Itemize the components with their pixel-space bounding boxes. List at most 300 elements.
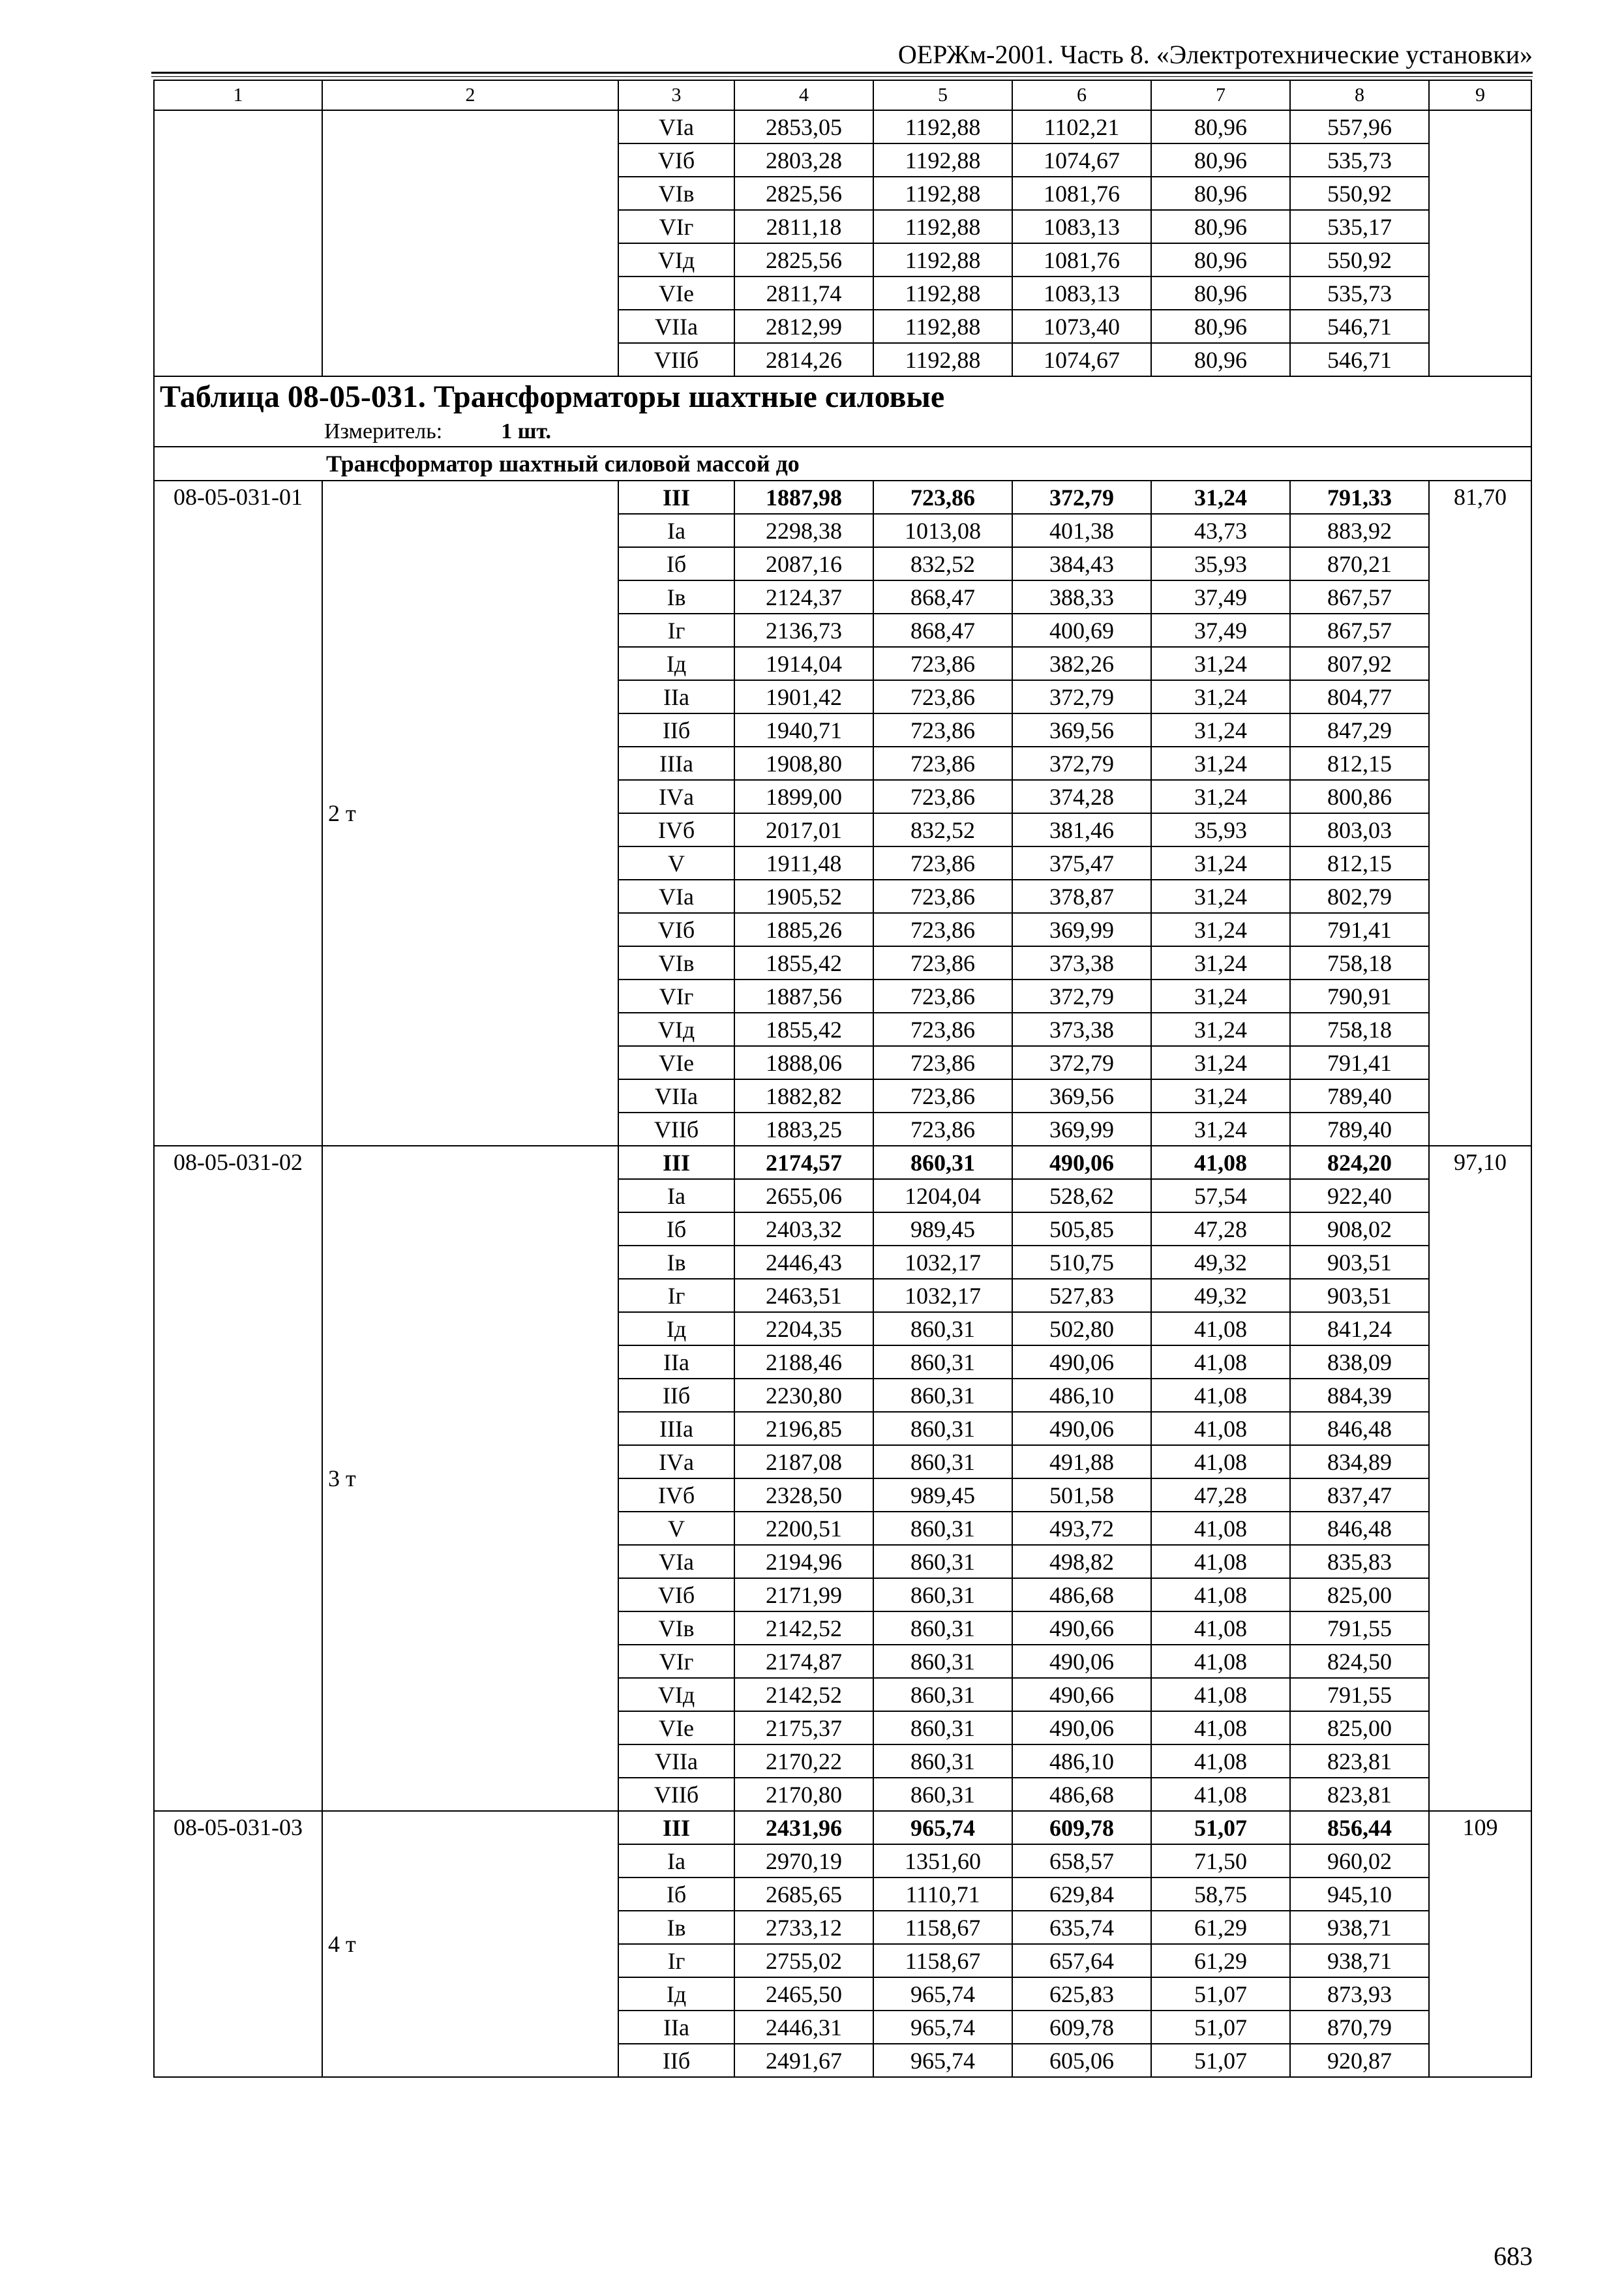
value-cell: 860,31 [873, 1445, 1012, 1478]
zone-cell: VIа [618, 110, 734, 143]
value-cell: 920,87 [1290, 2044, 1429, 2077]
value-cell: 51,07 [1151, 1977, 1290, 2011]
value-cell: 2142,52 [734, 1611, 873, 1645]
value-cell: 1192,88 [873, 277, 1012, 310]
table-row [154, 110, 1531, 143]
zone-cell: Iб [618, 547, 734, 580]
value-cell: 812,15 [1290, 747, 1429, 780]
zone-cell: VIIа [618, 1079, 734, 1113]
value-cell: 80,96 [1151, 143, 1290, 177]
column-number: 8 [1290, 80, 1429, 110]
value-cell: 2446,43 [734, 1246, 873, 1279]
value-cell: 657,64 [1012, 1944, 1151, 1977]
value-cell: 860,31 [873, 1611, 1012, 1645]
value-cell: 1083,13 [1012, 210, 1151, 243]
value-cell: 510,75 [1012, 1246, 1151, 1279]
value-cell: 2655,06 [734, 1179, 873, 1212]
value-cell: 51,07 [1151, 1811, 1290, 1844]
zone-cell: VIIб [618, 343, 734, 376]
code-cell [154, 110, 322, 376]
value-cell: 860,31 [873, 1645, 1012, 1678]
value-cell: 903,51 [1290, 1279, 1429, 1312]
value-cell: 31,24 [1151, 1079, 1290, 1113]
value-cell: 960,02 [1290, 1844, 1429, 1878]
value-cell: 837,47 [1290, 1478, 1429, 1512]
value-cell: 1901,42 [734, 680, 873, 713]
table-title: Таблица 08-05-031. Трансформаторы шахтные силовые [154, 376, 1531, 417]
column-number: 2 [322, 80, 618, 110]
value-cell: 908,02 [1290, 1212, 1429, 1246]
zone-cell: VIг [618, 210, 734, 243]
value-cell: 2170,80 [734, 1778, 873, 1811]
value-cell: 1074,67 [1012, 343, 1151, 376]
value-cell: 922,40 [1290, 1179, 1429, 1212]
value-cell: 800,86 [1290, 780, 1429, 813]
value-cell: 486,10 [1012, 1744, 1151, 1778]
value-cell: 1192,88 [873, 243, 1012, 277]
value-cell: 791,55 [1290, 1611, 1429, 1645]
value-cell: 609,78 [1012, 1811, 1151, 1844]
value-cell: 834,89 [1290, 1445, 1429, 1478]
value-cell: 823,81 [1290, 1778, 1429, 1811]
value-cell: 2755,02 [734, 1944, 873, 1977]
zone-cell: VIе [618, 1711, 734, 1744]
zone-cell: IVб [618, 813, 734, 846]
value-cell: 605,06 [1012, 2044, 1151, 2077]
value-cell: 373,38 [1012, 1013, 1151, 1046]
value-cell: 804,77 [1290, 680, 1429, 713]
column-number: 6 [1012, 80, 1151, 110]
zone-cell: Iб [618, 1212, 734, 1246]
value-cell: 635,74 [1012, 1911, 1151, 1944]
value-cell: 2087,16 [734, 547, 873, 580]
value-cell: 1110,71 [873, 1878, 1012, 1911]
value-cell: 486,68 [1012, 1578, 1151, 1611]
value-cell: 31,24 [1151, 713, 1290, 747]
value-cell: 868,47 [873, 614, 1012, 647]
value-cell: 1914,04 [734, 647, 873, 680]
zone-cell: III [618, 481, 734, 514]
value-cell: 825,00 [1290, 1578, 1429, 1611]
value-cell: 723,86 [873, 1046, 1012, 1079]
value-cell: 789,40 [1290, 1113, 1429, 1146]
value-cell: 31,24 [1151, 481, 1290, 514]
value-cell: 803,03 [1290, 813, 1429, 846]
value-cell: 2298,38 [734, 514, 873, 547]
value-cell: 823,81 [1290, 1744, 1429, 1778]
value-cell: 31,24 [1151, 1113, 1290, 1146]
value-cell: 528,62 [1012, 1179, 1151, 1212]
value-cell: 1899,00 [734, 780, 873, 813]
value-cell: 1855,42 [734, 946, 873, 980]
value-cell: 557,96 [1290, 110, 1429, 143]
value-cell: 2465,50 [734, 1977, 873, 2011]
value-cell: 41,08 [1151, 1445, 1290, 1478]
zone-cell: VIе [618, 277, 734, 310]
value-cell: 31,24 [1151, 946, 1290, 980]
value-cell: 486,68 [1012, 1778, 1151, 1811]
value-cell: 802,79 [1290, 880, 1429, 913]
value-cell: 372,79 [1012, 980, 1151, 1013]
zone-cell: VIд [618, 1013, 734, 1046]
zone-cell: IVа [618, 1445, 734, 1478]
value-cell: 35,93 [1151, 813, 1290, 846]
zone-cell: VIIб [618, 1778, 734, 1811]
value-cell: 860,31 [873, 1512, 1012, 1545]
zone-cell: III [618, 1146, 734, 1179]
header-rule [151, 72, 1533, 74]
value-cell: 41,08 [1151, 1778, 1290, 1811]
value-cell: 41,08 [1151, 1678, 1290, 1711]
value-cell: 1192,88 [873, 310, 1012, 343]
value-cell: 2328,50 [734, 1478, 873, 1512]
value-cell: 372,79 [1012, 747, 1151, 780]
value-cell: 860,31 [873, 1545, 1012, 1578]
meter-value: 1 шт. [501, 419, 552, 443]
value-cell: 41,08 [1151, 1545, 1290, 1578]
value-cell: 505,85 [1012, 1212, 1151, 1246]
value-cell: 550,92 [1290, 177, 1429, 210]
value-cell: 2733,12 [734, 1911, 873, 1944]
value-cell: 1908,80 [734, 747, 873, 780]
value-cell: 2811,74 [734, 277, 873, 310]
value-cell: 373,38 [1012, 946, 1151, 980]
group-header-row [154, 447, 1531, 481]
zone-cell: Iд [618, 647, 734, 680]
value-cell: 502,80 [1012, 1312, 1151, 1345]
item-aux-value: 97,10 [1429, 1146, 1531, 1811]
value-cell: 965,74 [873, 2044, 1012, 2077]
value-cell: 1887,98 [734, 481, 873, 514]
value-cell: 1192,88 [873, 177, 1012, 210]
zone-cell: VIе [618, 1046, 734, 1079]
value-cell: 723,86 [873, 647, 1012, 680]
value-cell: 35,93 [1151, 547, 1290, 580]
value-cell: 546,71 [1290, 343, 1429, 376]
value-cell: 989,45 [873, 1212, 1012, 1246]
zone-cell: VIд [618, 243, 734, 277]
item-name: 3 т [322, 1146, 618, 1811]
zone-cell: IIб [618, 713, 734, 747]
value-cell: 884,39 [1290, 1379, 1429, 1412]
item-aux-value: 81,70 [1429, 481, 1531, 1146]
value-cell: 41,08 [1151, 1711, 1290, 1744]
zone-cell: VIв [618, 177, 734, 210]
value-cell: 1887,56 [734, 980, 873, 1013]
item-code: 08-05-031-01 [154, 481, 322, 1146]
value-cell: 723,86 [873, 1113, 1012, 1146]
zone-cell: V [618, 846, 734, 880]
value-cell: 41,08 [1151, 1146, 1290, 1179]
value-cell: 501,58 [1012, 1478, 1151, 1512]
column-number: 4 [734, 80, 873, 110]
value-cell: 2187,08 [734, 1445, 873, 1478]
zone-cell: Iа [618, 514, 734, 547]
value-cell: 31,24 [1151, 647, 1290, 680]
value-cell: 2170,22 [734, 1744, 873, 1778]
value-cell: 498,82 [1012, 1545, 1151, 1578]
value-cell: 2825,56 [734, 243, 873, 277]
value-cell: 31,24 [1151, 680, 1290, 713]
value-cell: 2174,57 [734, 1146, 873, 1179]
value-cell: 80,96 [1151, 210, 1290, 243]
value-cell: 80,96 [1151, 110, 1290, 143]
value-cell: 2403,32 [734, 1212, 873, 1246]
value-cell: 1940,71 [734, 713, 873, 747]
zone-cell: VIа [618, 1545, 734, 1578]
value-cell: 791,33 [1290, 481, 1429, 514]
value-cell: 1855,42 [734, 1013, 873, 1046]
value-cell: 945,10 [1290, 1878, 1429, 1911]
value-cell: 527,83 [1012, 1279, 1151, 1312]
value-cell: 491,88 [1012, 1445, 1151, 1478]
zone-cell: IIIа [618, 1412, 734, 1445]
value-cell: 1081,76 [1012, 243, 1151, 277]
value-cell: 824,50 [1290, 1645, 1429, 1678]
value-cell: 2171,99 [734, 1578, 873, 1611]
value-cell: 51,07 [1151, 2011, 1290, 2044]
value-cell: 807,92 [1290, 647, 1429, 680]
value-cell: 868,47 [873, 580, 1012, 614]
value-cell: 2194,96 [734, 1545, 873, 1578]
value-cell: 791,55 [1290, 1678, 1429, 1711]
value-cell: 791,41 [1290, 1046, 1429, 1079]
item-aux-value: 109 [1429, 1811, 1531, 2077]
value-cell: 43,73 [1151, 514, 1290, 547]
value-cell: 723,86 [873, 481, 1012, 514]
zone-cell: IVа [618, 780, 734, 813]
value-cell: 989,45 [873, 1478, 1012, 1512]
value-cell: 1083,13 [1012, 277, 1151, 310]
value-cell: 860,31 [873, 1312, 1012, 1345]
value-cell: 723,86 [873, 980, 1012, 1013]
value-cell: 758,18 [1290, 946, 1429, 980]
zone-cell: Iв [618, 1911, 734, 1944]
value-cell: 31,24 [1151, 1046, 1290, 1079]
value-cell: 2814,26 [734, 343, 873, 376]
column-number: 7 [1151, 80, 1290, 110]
value-cell: 37,49 [1151, 614, 1290, 647]
value-cell: 80,96 [1151, 243, 1290, 277]
meter-label: Измеритель: [324, 419, 443, 443]
value-cell: 883,92 [1290, 514, 1429, 547]
value-cell: 903,51 [1290, 1246, 1429, 1279]
value-cell: 1158,67 [873, 1944, 1012, 1977]
value-cell: 2196,85 [734, 1412, 873, 1445]
zone-cell: Iв [618, 1246, 734, 1279]
zone-cell: Iв [618, 580, 734, 614]
value-cell: 1911,48 [734, 846, 873, 880]
meter-row [154, 417, 1531, 447]
value-cell: 80,96 [1151, 277, 1290, 310]
value-cell: 80,96 [1151, 343, 1290, 376]
value-cell: 47,28 [1151, 1212, 1290, 1246]
value-cell: 938,71 [1290, 1944, 1429, 1977]
value-cell: 860,31 [873, 1711, 1012, 1744]
value-cell: 41,08 [1151, 1312, 1290, 1345]
value-cell: 369,99 [1012, 1113, 1151, 1146]
table-body [154, 80, 1531, 2077]
value-cell: 401,38 [1012, 514, 1151, 547]
value-cell: 2811,18 [734, 210, 873, 243]
group-header: Трансформатор шахтный силовой массой до [154, 447, 1531, 481]
value-cell: 41,08 [1151, 1512, 1290, 1545]
zone-cell: Iг [618, 614, 734, 647]
value-cell: 486,10 [1012, 1379, 1151, 1412]
value-cell: 41,08 [1151, 1744, 1290, 1778]
value-cell: 723,86 [873, 713, 1012, 747]
value-cell: 372,79 [1012, 1046, 1151, 1079]
zone-cell: VIг [618, 980, 734, 1013]
value-cell: 2431,96 [734, 1811, 873, 1844]
value-cell: 723,86 [873, 1079, 1012, 1113]
value-cell: 31,24 [1151, 780, 1290, 813]
value-cell: 1882,82 [734, 1079, 873, 1113]
zone-cell: Iб [618, 1878, 734, 1911]
value-cell: 860,31 [873, 1146, 1012, 1179]
value-cell: 369,56 [1012, 713, 1151, 747]
value-cell: 2230,80 [734, 1379, 873, 1412]
value-cell: 860,31 [873, 1379, 1012, 1412]
value-cell: 870,21 [1290, 547, 1429, 580]
value-cell: 378,87 [1012, 880, 1151, 913]
value-cell: 1073,40 [1012, 310, 1151, 343]
zone-cell: IIа [618, 2011, 734, 2044]
value-cell: 2685,65 [734, 1878, 873, 1911]
value-cell: 867,57 [1290, 580, 1429, 614]
value-cell: 37,49 [1151, 580, 1290, 614]
value-cell: 1888,06 [734, 1046, 873, 1079]
value-cell: 723,86 [873, 913, 1012, 946]
value-cell: 723,86 [873, 680, 1012, 713]
value-cell: 1192,88 [873, 343, 1012, 376]
value-cell: 2446,31 [734, 2011, 873, 2044]
item-name: 2 т [322, 481, 618, 1146]
zone-cell: VIIб [618, 1113, 734, 1146]
value-cell: 860,31 [873, 1678, 1012, 1711]
item-code: 08-05-031-02 [154, 1146, 322, 1811]
column-number: 9 [1429, 80, 1531, 110]
zone-cell: VIб [618, 1578, 734, 1611]
table-row [154, 481, 1531, 514]
value-cell: 965,74 [873, 1811, 1012, 1844]
value-cell: 723,86 [873, 846, 1012, 880]
value-cell: 2175,37 [734, 1711, 873, 1744]
value-cell: 382,26 [1012, 647, 1151, 680]
value-cell: 1081,76 [1012, 177, 1151, 210]
value-cell: 723,86 [873, 946, 1012, 980]
value-cell: 41,08 [1151, 1412, 1290, 1445]
value-cell: 41,08 [1151, 1345, 1290, 1379]
value-cell: 381,46 [1012, 813, 1151, 846]
value-cell: 31,24 [1151, 747, 1290, 780]
value-cell: 41,08 [1151, 1645, 1290, 1678]
value-cell: 2174,87 [734, 1645, 873, 1678]
value-cell: 825,00 [1290, 1711, 1429, 1744]
column-number: 5 [873, 80, 1012, 110]
value-cell: 58,75 [1151, 1878, 1290, 1911]
zone-cell: Iд [618, 1312, 734, 1345]
value-cell: 1158,67 [873, 1911, 1012, 1944]
value-cell: 535,73 [1290, 143, 1429, 177]
value-cell: 31,24 [1151, 980, 1290, 1013]
value-cell: 41,08 [1151, 1611, 1290, 1645]
value-cell: 625,83 [1012, 1977, 1151, 2011]
value-cell: 372,79 [1012, 481, 1151, 514]
column-number: 1 [154, 80, 322, 110]
zone-cell: VIIа [618, 310, 734, 343]
value-cell: 2204,35 [734, 1312, 873, 1345]
value-cell: 2803,28 [734, 143, 873, 177]
zone-cell: VIб [618, 143, 734, 177]
value-cell: 31,24 [1151, 913, 1290, 946]
value-cell: 965,74 [873, 2011, 1012, 2044]
value-cell: 369,99 [1012, 913, 1151, 946]
value-cell: 41,08 [1151, 1379, 1290, 1412]
price-table [153, 80, 1532, 2078]
value-cell: 867,57 [1290, 614, 1429, 647]
value-cell: 723,86 [873, 1013, 1012, 1046]
value-cell: 490,06 [1012, 1345, 1151, 1379]
value-cell: 374,28 [1012, 780, 1151, 813]
running-header: ОЕРЖм-2001. Часть 8. «Электротехнические установки» [897, 40, 1533, 69]
value-cell: 490,06 [1012, 1146, 1151, 1179]
value-cell: 790,91 [1290, 980, 1429, 1013]
value-cell: 2825,56 [734, 177, 873, 210]
value-cell: 61,29 [1151, 1911, 1290, 1944]
value-cell: 1192,88 [873, 143, 1012, 177]
value-cell: 2124,37 [734, 580, 873, 614]
column-number: 3 [618, 80, 734, 110]
table-title-row [154, 376, 1531, 417]
header-rule-thin [151, 76, 1533, 77]
value-cell: 1351,60 [873, 1844, 1012, 1878]
value-cell: 723,86 [873, 780, 1012, 813]
zone-cell: VIг [618, 1645, 734, 1678]
value-cell: 2491,67 [734, 2044, 873, 2077]
zone-cell: VIд [618, 1678, 734, 1711]
meter-cell [154, 417, 1531, 447]
value-cell: 860,31 [873, 1412, 1012, 1445]
value-cell: 1102,21 [1012, 110, 1151, 143]
value-cell: 493,72 [1012, 1512, 1151, 1545]
value-cell: 812,15 [1290, 846, 1429, 880]
value-cell: 789,40 [1290, 1079, 1429, 1113]
value-cell: 860,31 [873, 1744, 1012, 1778]
zone-cell: Iг [618, 1279, 734, 1312]
value-cell: 791,41 [1290, 913, 1429, 946]
value-cell: 57,54 [1151, 1179, 1290, 1212]
zone-cell: IVб [618, 1478, 734, 1512]
value-cell: 846,48 [1290, 1412, 1429, 1445]
aux-cell [1429, 110, 1531, 376]
zone-cell: IIб [618, 1379, 734, 1412]
value-cell: 1885,26 [734, 913, 873, 946]
value-cell: 832,52 [873, 547, 1012, 580]
value-cell: 375,47 [1012, 846, 1151, 880]
value-cell: 1032,17 [873, 1246, 1012, 1279]
value-cell: 1192,88 [873, 110, 1012, 143]
table-row [154, 1811, 1531, 1844]
value-cell: 2136,73 [734, 614, 873, 647]
value-cell: 1074,67 [1012, 143, 1151, 177]
value-cell: 2853,05 [734, 110, 873, 143]
value-cell: 31,24 [1151, 1013, 1290, 1046]
value-cell: 609,78 [1012, 2011, 1151, 2044]
table-row [154, 1146, 1531, 1179]
value-cell: 758,18 [1290, 1013, 1429, 1046]
zone-cell: III [618, 1811, 734, 1844]
